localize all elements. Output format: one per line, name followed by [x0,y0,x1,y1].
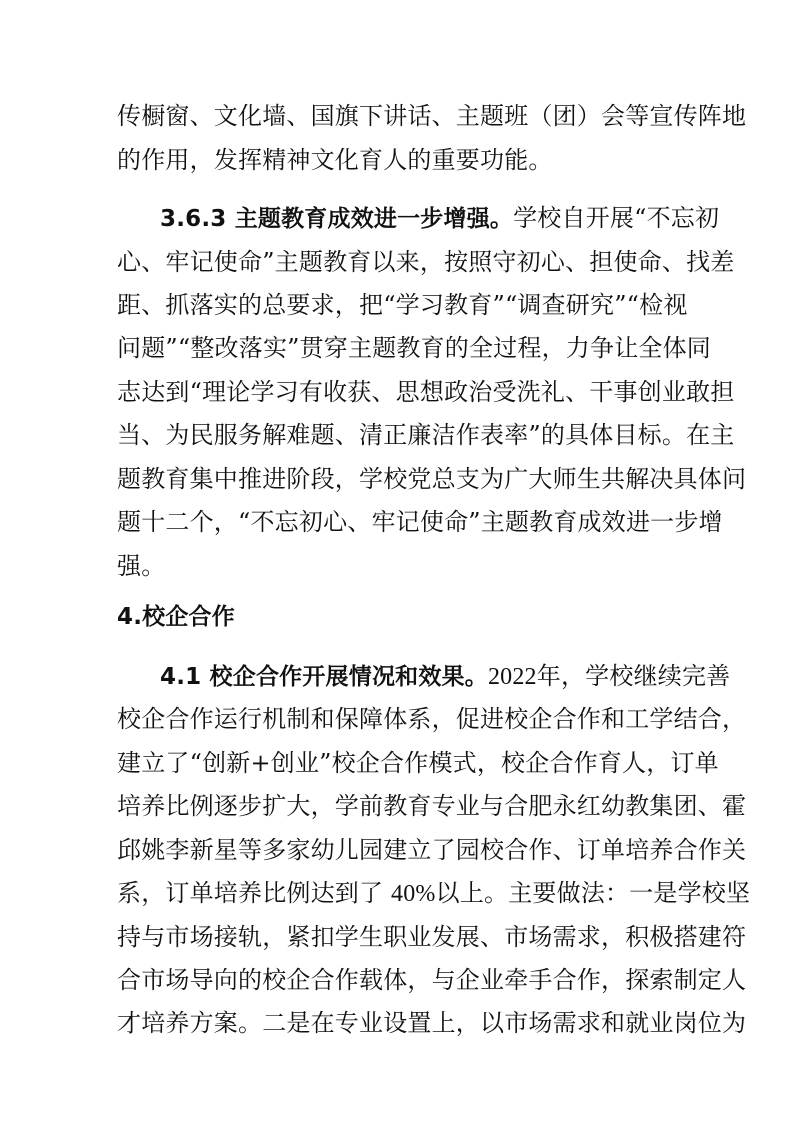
paragraph-2-line-2: 心、牢记使命”主题教育以来，按照守初心、担使命、找差 [117,248,735,276]
paragraph-3-line-2: 校企合作运行机制和保障体系，促进校企合作和工学结合， [117,705,747,733]
paragraph-1-line-1: 传橱窗、文化墙、国旗下讲话、主题班（团）会等宣传阵地 [117,102,747,130]
paragraph-2-line-6: 当、为民服务解难题、清正廉洁作表率”的具体目标。在主 [117,421,735,449]
paragraph-3-line-6 [117,873,751,913]
paragraph-3-line-9: 才培养方案。二是在专业设置上，以市场需求和就业岗位为 [117,1009,747,1037]
paragraph-2-line-9: 强。 [117,552,166,580]
paragraph-3-line-1-text: 年，学校继续完善 [536,662,731,690]
paragraph-2-line-4: 问题”“整改落实”贯穿主题教育的全过程，力争让全体同 [117,334,712,362]
paragraph-3-line-4: 培养比例逐步扩大，学前教育专业与合肥永红幼教集团、霍 [117,792,747,820]
section-4-heading: 4.校企合作 [117,604,235,630]
paragraph-3-line-8: 合市场导向的校企合作载体，与企业牵手合作，探索制定人 [117,966,747,994]
year-text: 2022 [487,664,537,690]
paragraph-3-line-6-pre: 系，订单培养比例达到了 [117,879,392,907]
paragraph-2-line-5: 志达到“理论学习有收获、思想政治受洗礼、干事创业敢担 [117,378,735,406]
paragraph-2-line-7: 题教育集中推进阶段，学校党总支为广大师生共解决具体问 [117,465,747,493]
paragraph-3-line-3: 建立了“创新+创业”校企合作模式，校企合作育人，订单 [117,749,719,777]
paragraph-3-line-1 [160,656,731,696]
section-4-1-heading: 4.1 校企合作开展情况和效果。 [160,664,488,690]
percentage-text: 40% [391,881,436,907]
paragraph-3-line-6-post: 以上。主要做法：一是学校坚 [435,879,751,907]
paragraph-2-line-1-text: 学校自开展“不忘初 [513,204,720,232]
paragraph-2-line-3: 距、抓落实的总要求，把“学习教育”“调查研究”“检视 [117,291,688,319]
paragraph-2-line-8: 题十二个，“不忘初心、牢记使命”主题教育成效进一步增 [117,508,723,536]
paragraph-3-line-5: 邱姚李新星等多家幼儿园建立了园校合作、订单培养合作关 [117,836,747,864]
section-3-6-3-heading: 3.6.3 主题教育成效进一步增强。 [160,206,514,232]
paragraph-3-line-7: 持与市场接轨，紧扣学生职业发展、市场需求，积极搭建符 [117,923,747,951]
paragraph-1-line-2: 的作用，发挥精神文化育人的重要功能。 [117,146,553,174]
paragraph-2-line-1 [160,198,720,238]
